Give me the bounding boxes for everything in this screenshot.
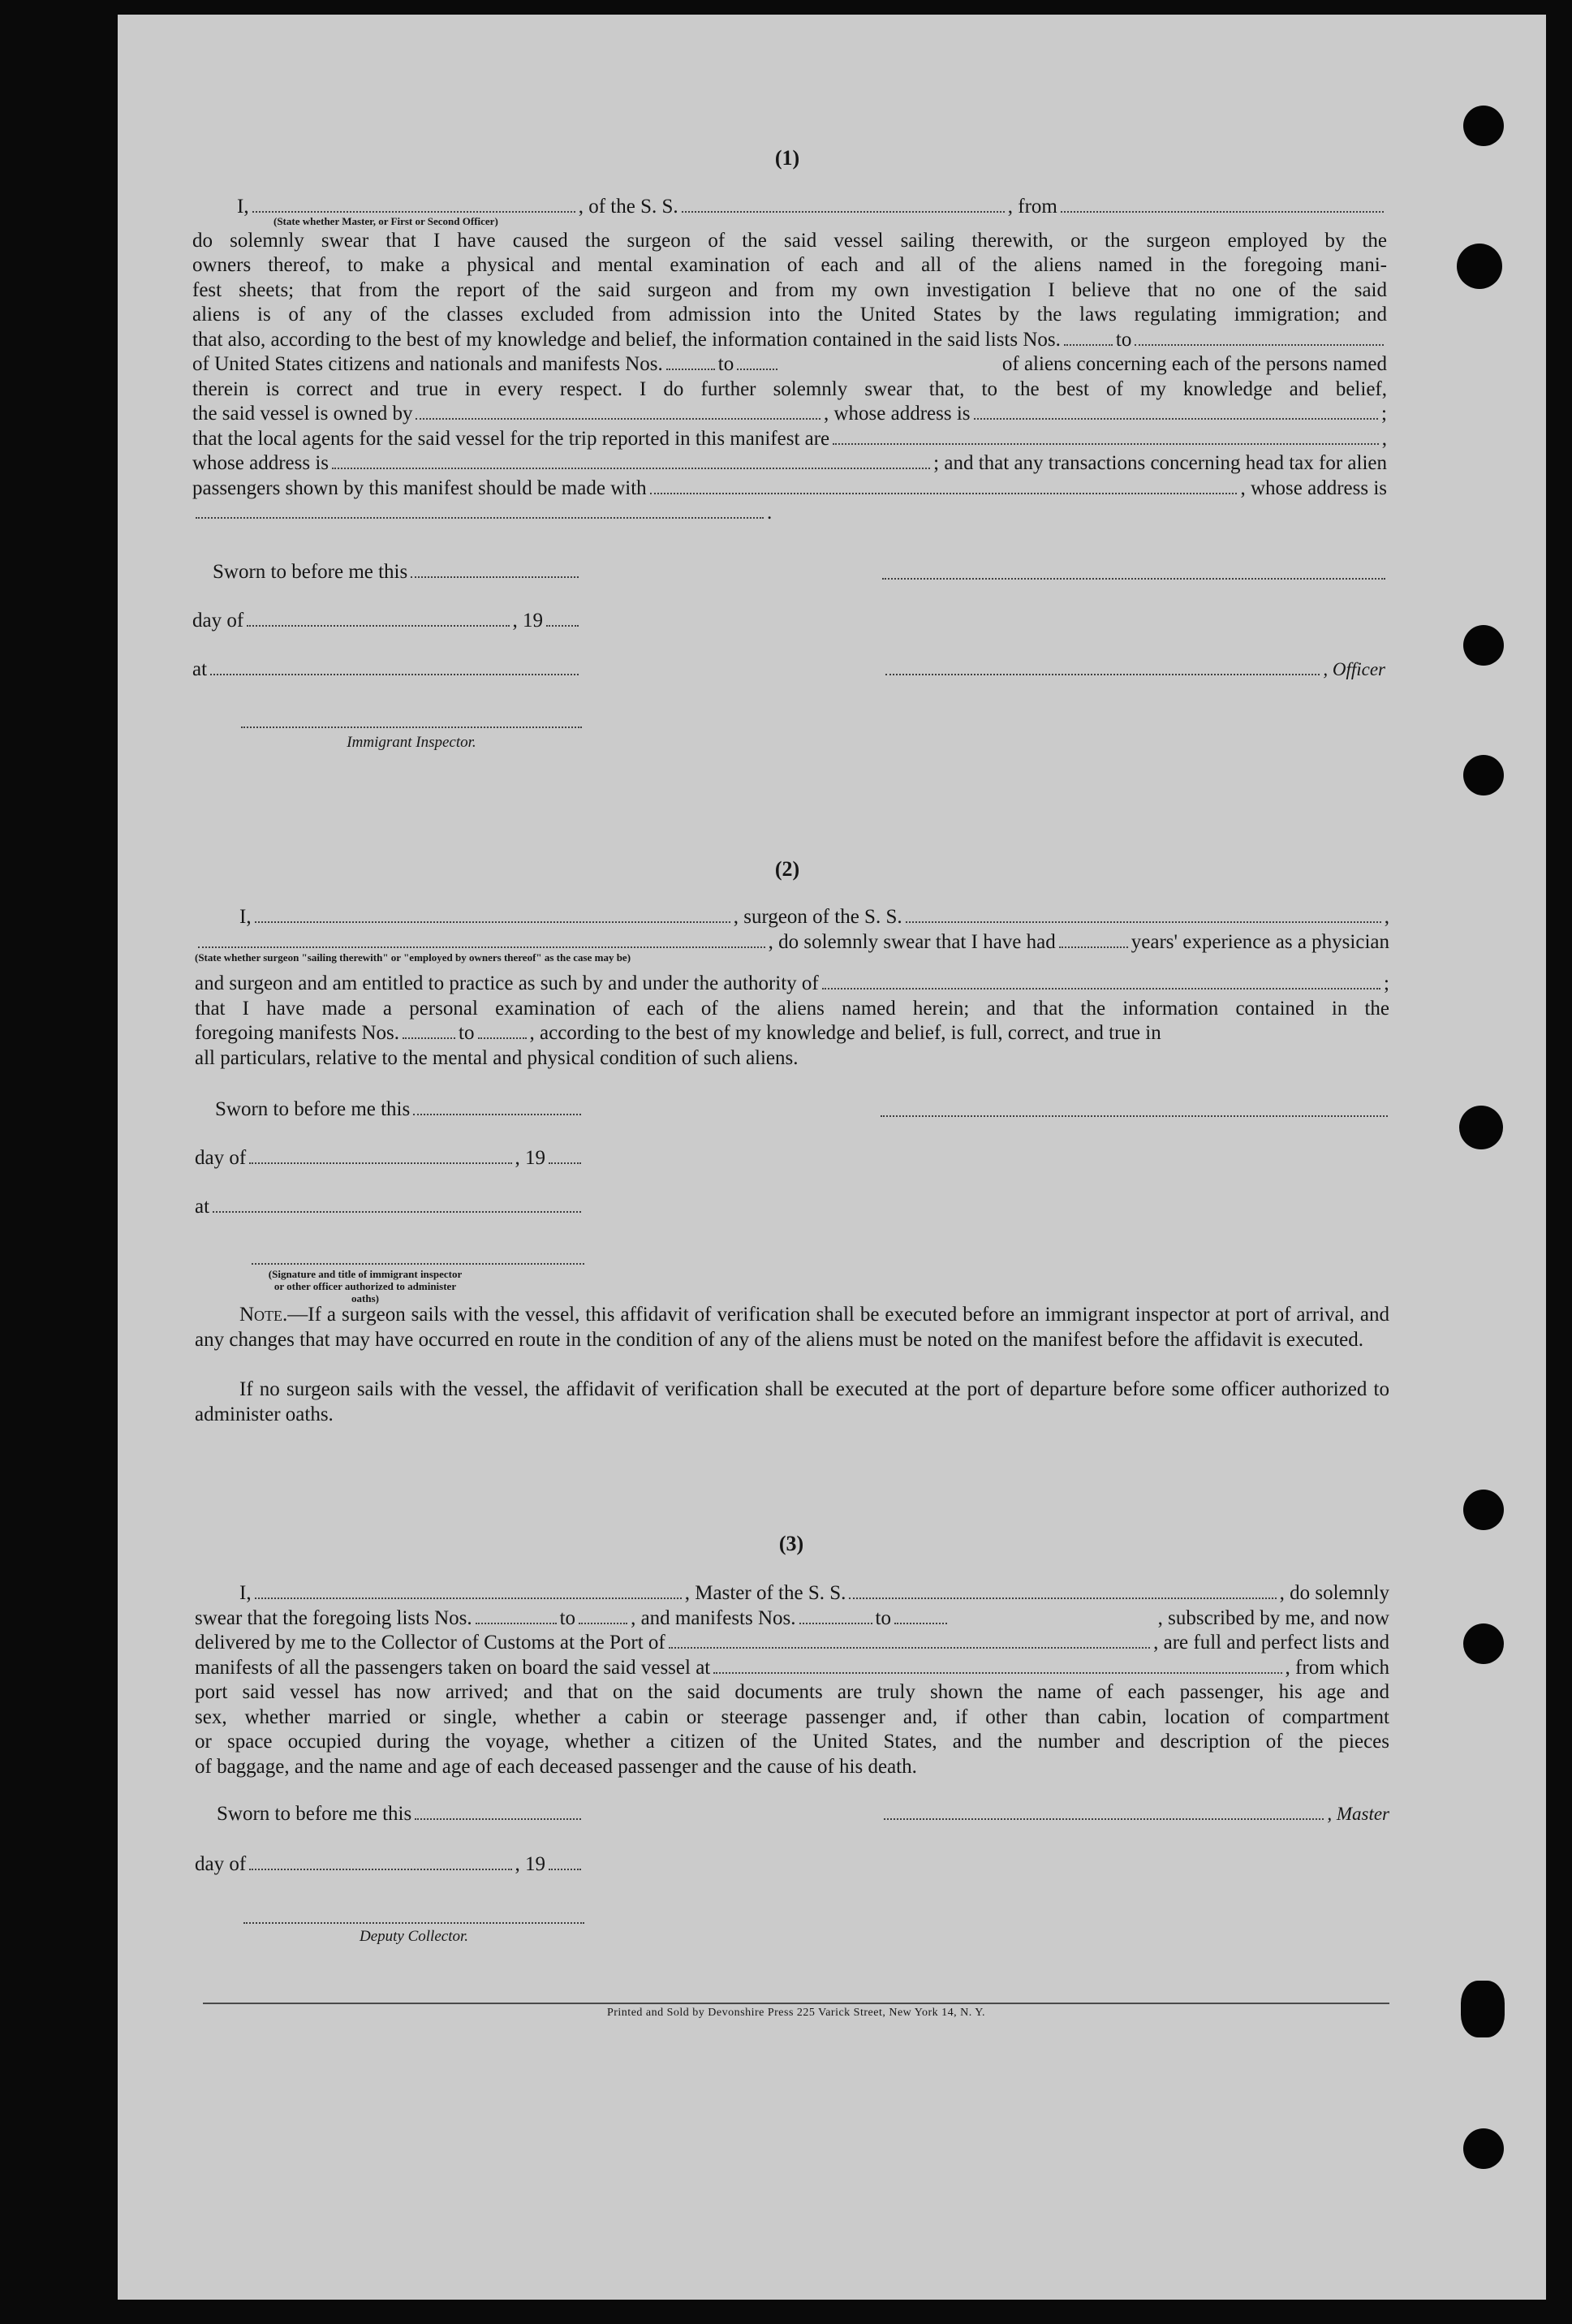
master-line: I, , Master of the S. S. , do solemnly: [239, 1582, 1390, 1604]
head-tax-address-field[interactable]: [196, 509, 764, 519]
affidavit-line: port said vessel has now arrived; and that on the said documents are truly shown the name of each passenger, his age and: [195, 1681, 1389, 1703]
agents-field[interactable]: [833, 435, 1379, 445]
port-of-arrival-field[interactable]: [669, 1639, 1150, 1649]
deputy-collector-label: Deputy Collector.: [359, 1928, 469, 1945]
sworn-date-field[interactable]: [415, 1810, 581, 1820]
punch-hole: [1463, 1623, 1504, 1664]
lists-to-field[interactable]: [579, 1615, 627, 1624]
agents-address-field[interactable]: [332, 459, 930, 469]
affidavit-line: sex, whether married or single, whether a cabin or steerage passenger and, if other than cabin, location of compartment: [195, 1705, 1389, 1728]
year-field[interactable]: [549, 1154, 581, 1164]
year-field[interactable]: [549, 1860, 581, 1870]
manifests-to-field[interactable]: [737, 360, 777, 370]
year-field[interactable]: [546, 617, 579, 627]
manifests-line: foregoing manifests Nos. to , according to the best of my knowledge and belief, is full, correct, and true in: [195, 1022, 1161, 1044]
day-of-field[interactable]: [247, 617, 509, 627]
at-place-field[interactable]: [210, 666, 579, 675]
at-label: at: [192, 658, 208, 680]
manifests-nos-line: of United States citizens and nationals and manifests Nos. to of aliens concerning each of the persons named: [192, 353, 1387, 375]
section-3-affidavit: [195, 1581, 1389, 1779]
master-signature-field[interactable]: [884, 1810, 1324, 1820]
master-label: , Master: [1327, 1804, 1389, 1824]
manifests-from-field[interactable]: [403, 1029, 455, 1039]
footer-rule: [203, 2003, 1389, 2004]
manifests-to-field[interactable]: [894, 1615, 947, 1624]
sworn-label: Sworn to before me this: [215, 1098, 411, 1120]
note-label: Note.: [239, 1304, 288, 1326]
signature-caption: (Signature and title of immigrant inspector or other officer authorized to administer oaths): [268, 1268, 463, 1304]
day-of-label: day of: [195, 1853, 247, 1875]
head-tax-address-line: .: [192, 501, 1387, 526]
sworn-label: Sworn to before me this: [217, 1803, 412, 1825]
affidavit-line: do solemnly swear that I have caused the surgeon of the said vessel sailing therewith, or the surgeon employed by the: [192, 229, 1387, 252]
punch-hole: [1463, 755, 1504, 796]
affidavit-line: therein is correct and true in every respect. I do further solemnly swear that, to the best of my knowledge and belief,: [192, 377, 1387, 400]
lists-nos-line: that also, according to the best of my knowledge and belief, the information contained in the said lists Nos. to: [192, 328, 1387, 353]
at-label: at: [195, 1196, 210, 1218]
affidavit-line: owners thereof, to make a physical and mental examination of each and all of the aliens named in the foregoing mani-: [192, 254, 1387, 276]
vessel-name-field[interactable]: [682, 203, 1005, 213]
punch-hole: [1463, 625, 1504, 666]
section-1-affidavit: [192, 195, 1387, 526]
agents-line: that the local agents for the said vessel for the trip reported in this manifest are ,: [192, 427, 1387, 450]
affidavit-line: fest sheets; that from the report of the said surgeon and from my own investigation I believe that no one of the said: [192, 278, 1387, 301]
authority-field[interactable]: [822, 980, 1380, 990]
authority-line: and surgeon and am entitled to practice as such by and under the authority of ;: [195, 972, 1389, 994]
surgeon-experience-line: , do solemnly swear that I have had years' experience as a physician: [195, 930, 1389, 955]
sworn-date-field[interactable]: [413, 1106, 581, 1115]
affidavit-line: or space occupied during the voyage, whether a citizen of the United States, and the number and description of the pieces: [195, 1731, 1389, 1753]
inspector-signature-field[interactable]: [252, 1263, 584, 1265]
deputy-collector-signature-field[interactable]: [243, 1922, 584, 1924]
owner-field[interactable]: [416, 410, 820, 420]
master-name-line: I, , of the S. S. , from: [192, 195, 1387, 220]
section-1-number: (1): [774, 146, 800, 170]
master-name-field[interactable]: [252, 203, 575, 213]
day-of-field[interactable]: [249, 1860, 511, 1870]
note-text: —If a surgeon sails with the vessel, this affidavit of verification shall be executed before an immigrant inspector at port of arrival, and any changes that may have occurred en route in the condition of any of the aliens must be noted on the manifest before the affidavit is executed.: [195, 1304, 1389, 1351]
punch-hole: [1459, 1106, 1503, 1149]
punch-hole: [1463, 2128, 1504, 2169]
section-3-number: (3): [778, 1532, 804, 1555]
immigrant-inspector-label: Immigrant Inspector.: [347, 734, 476, 751]
punch-hole: [1461, 1981, 1505, 2037]
affidavit-line: of baggage, and the name and age of each deceased passenger and the cause of his death.: [195, 1755, 917, 1778]
note-paragraph-2: If no surgeon sails with the vessel, the affidavit of verification shall be executed at the port of departure before some officer authorized to administer oaths.: [195, 1378, 1389, 1425]
surgeon-name-line: I, , surgeon of the S. S. ,: [239, 906, 1390, 928]
punch-hole: [1463, 106, 1504, 146]
sworn-label: Sworn to before me this: [213, 561, 408, 583]
at-place-field[interactable]: [213, 1203, 581, 1213]
inspector-signature-field[interactable]: [241, 727, 582, 728]
surgeon-vessel-field[interactable]: [906, 913, 1381, 923]
lists-manifests-line: swear that the foregoing lists Nos. to , and manifests Nos. to , subscribed by me, and now: [195, 1606, 1389, 1629]
affidavit-line: all particulars, relative to the mental and physical condition of such aliens.: [195, 1046, 799, 1069]
agents-address-line: whose address is ; and that any transactions concerning head tax for alien: [192, 452, 1387, 474]
officer-name-field[interactable]: [885, 666, 1320, 675]
surgeon-caption: (State whether surgeon "sailing therewith" or "employed by owners thereof" as the case may be): [195, 951, 631, 964]
printer-imprint: Printed and Sold by Devonshire Press 225 Varick Street, New York 14, N. Y.: [606, 2007, 986, 2019]
day-of-label: day of: [195, 1147, 247, 1169]
lists-from-field[interactable]: [1064, 336, 1113, 346]
years-experience-field[interactable]: [1059, 938, 1128, 948]
punch-hole: [1457, 244, 1502, 289]
from-port-field[interactable]: [1061, 203, 1384, 213]
head-tax-line: passengers shown by this manifest should be made with , whose address is: [192, 476, 1387, 499]
surgeon-name-field[interactable]: [255, 913, 730, 923]
affidavit-line: that I have made a personal examination of each of the aliens named herein; and that the information contained in the: [195, 997, 1389, 1020]
section-2-affidavit: [195, 905, 1389, 1071]
section-2-number: (2): [774, 857, 800, 881]
bleed-through-heading: [325, 101, 331, 123]
surgeon-status-field[interactable]: [198, 938, 765, 948]
lists-from-field[interactable]: [476, 1615, 557, 1624]
punch-hole: [1463, 1490, 1504, 1530]
note-paragraph: [195, 1303, 1389, 1352]
boarding-port-field[interactable]: [713, 1664, 1281, 1674]
manifests-to-field[interactable]: [478, 1029, 527, 1039]
manifests-from-field[interactable]: [666, 360, 715, 370]
officer-label: , Officer: [1323, 659, 1385, 679]
lists-to-field[interactable]: [1135, 336, 1384, 346]
owner-address-field[interactable]: [974, 410, 1379, 420]
vessel-name-field[interactable]: [849, 1589, 1276, 1599]
manifests-from-field[interactable]: [799, 1615, 872, 1624]
port-line: delivered by me to the Collector of Customs at the Port of , are full and perfect lists and: [195, 1632, 1389, 1654]
master-caption: (State whether Master, or First or Second Officer): [273, 214, 498, 227]
owner-line: the said vessel is owned by , whose address is ;: [192, 403, 1387, 425]
surgeon-signature-field[interactable]: [881, 1115, 1388, 1117]
master-name-field[interactable]: [255, 1589, 682, 1599]
affidavit-line: aliens is of any of the classes excluded from admission into the United States by the laws regulating immigration; and: [192, 304, 1387, 326]
sworn-date-field[interactable]: [411, 568, 579, 578]
boarding-port-line: manifests of all the passengers taken on board the said vessel at , from which: [195, 1656, 1389, 1679]
day-of-field[interactable]: [249, 1154, 511, 1164]
head-tax-party-field[interactable]: [650, 485, 1238, 494]
day-of-label: day of: [192, 610, 244, 632]
officer-signature-field[interactable]: [882, 578, 1385, 580]
